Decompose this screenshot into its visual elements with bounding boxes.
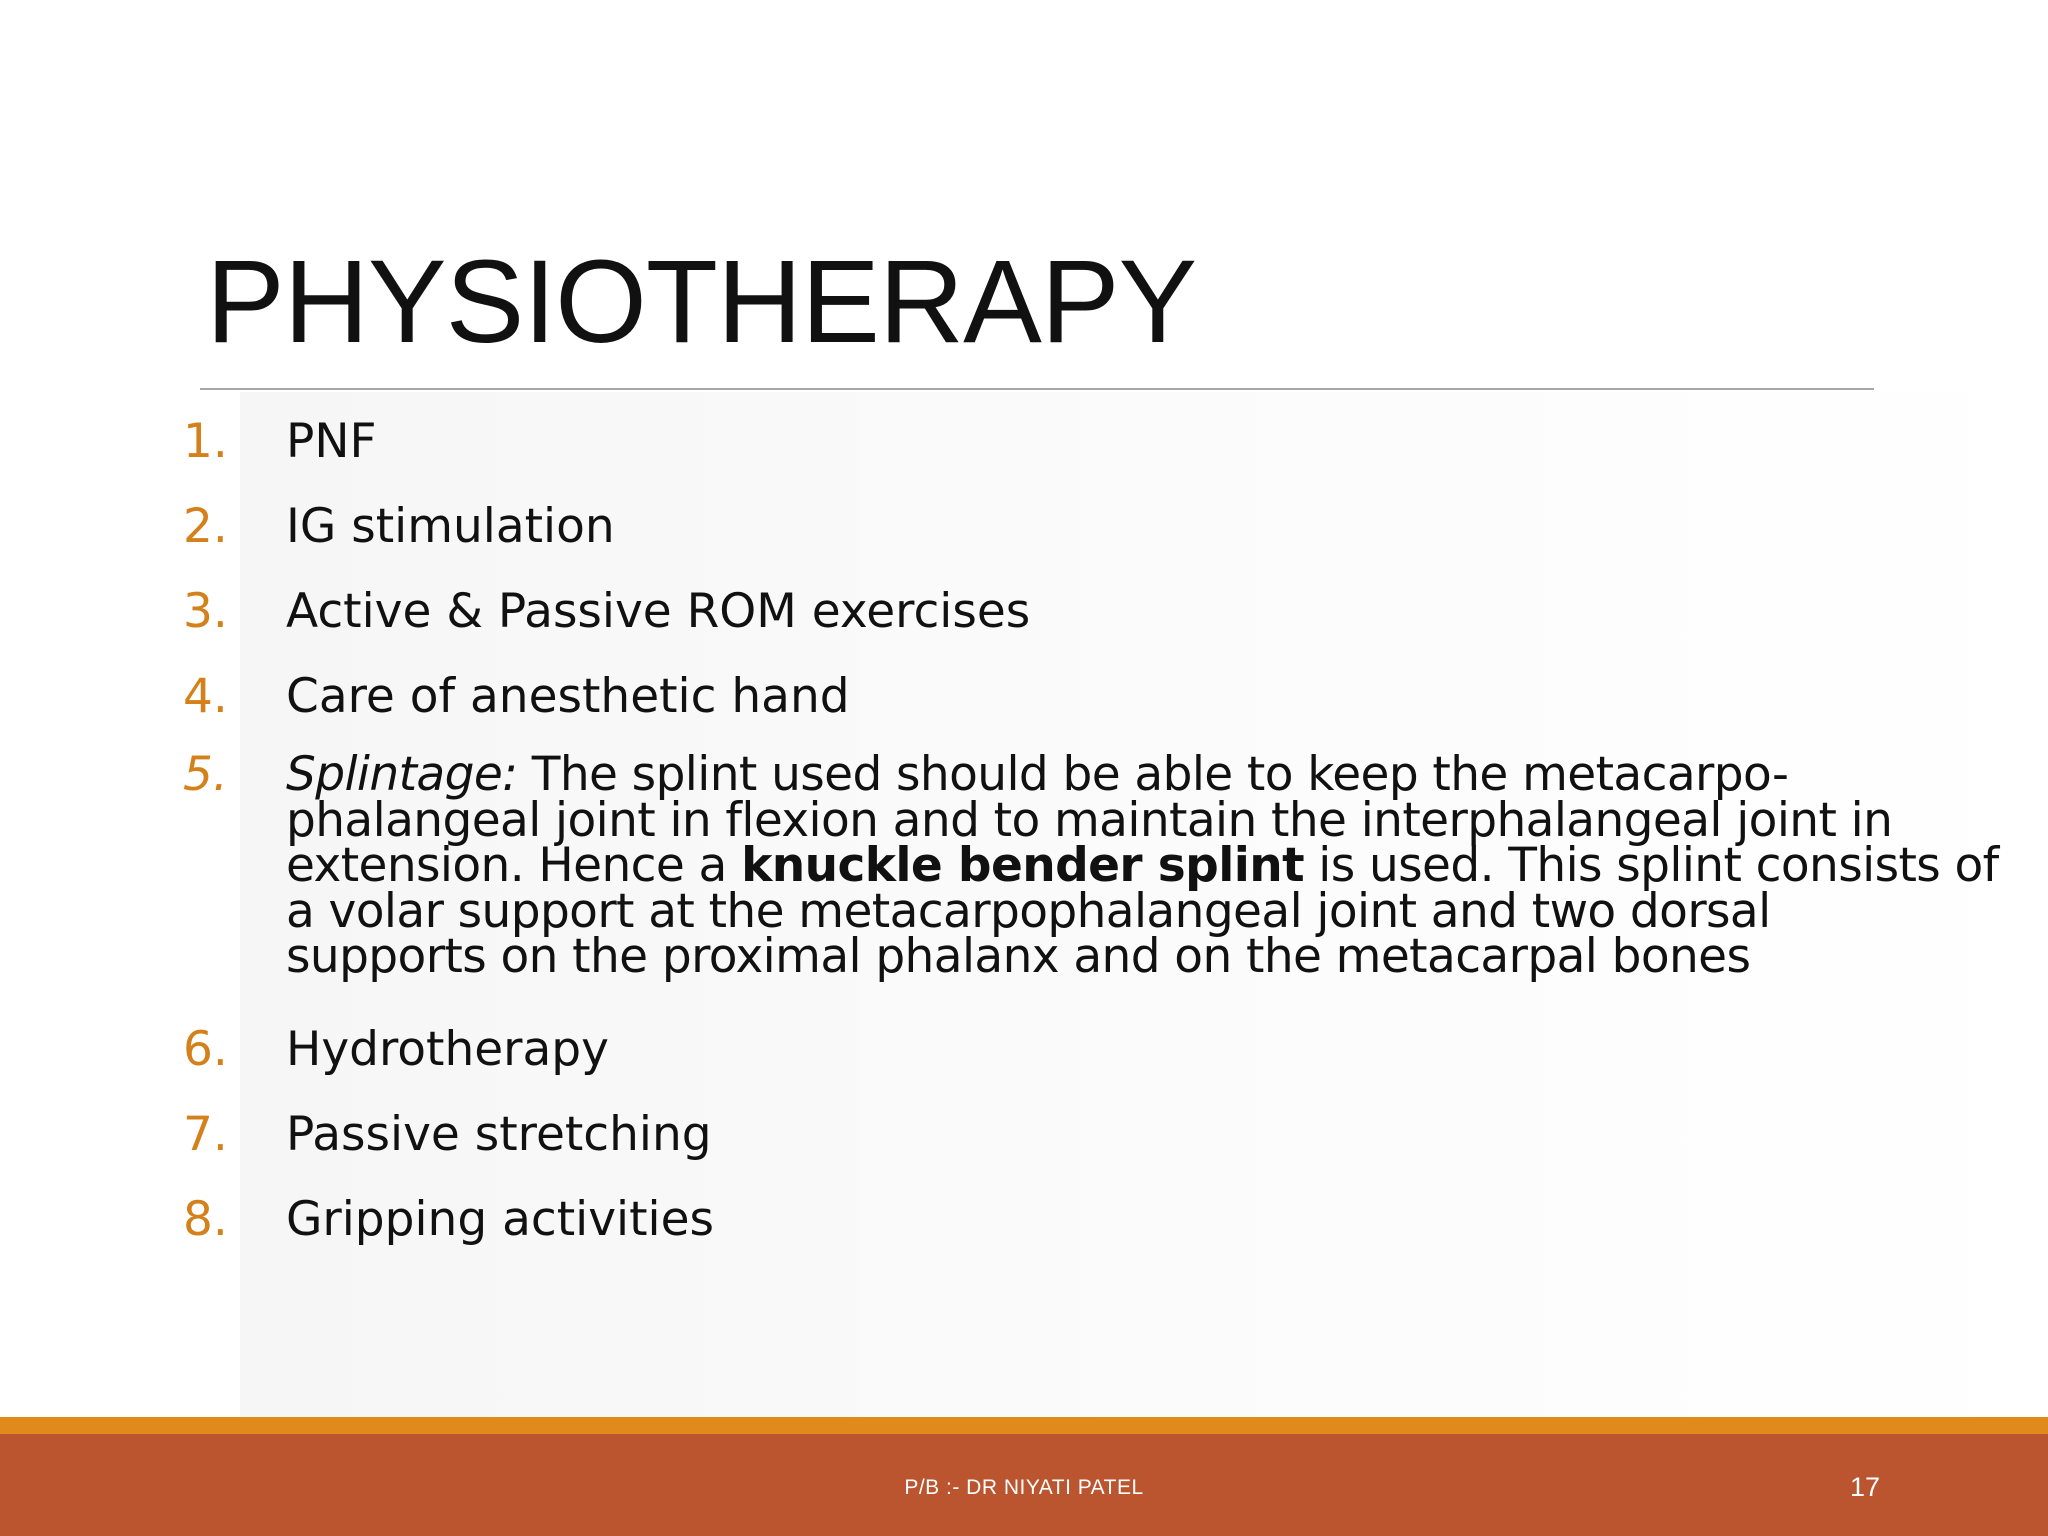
splintage-line-3-start: extension. Hence a xyxy=(286,838,742,893)
slide-title: PHYSIOTHERAPY xyxy=(206,236,1197,368)
list-item-number: 3. xyxy=(183,584,228,639)
list-item xyxy=(0,667,2048,752)
splintage-line-3-end: is used. This splint consists of xyxy=(1303,838,1999,893)
knuckle-bender-splint-emphasis: knuckle bender splint xyxy=(741,838,1304,893)
splintage-line-1-text: The splint used should be able to keep the metacarpo- xyxy=(517,747,1789,802)
list-item-text: Hydrotherapy xyxy=(286,1022,609,1077)
list-item xyxy=(0,582,2048,667)
title-divider xyxy=(200,388,1874,390)
list-item-text: Active & Passive ROM exercises xyxy=(286,584,1031,639)
splintage-line-4: a volar support at the metacarpophalangeal joint and two dorsal xyxy=(286,883,1771,939)
list-item-text: Gripping activities xyxy=(286,1192,714,1247)
list-item xyxy=(0,1020,2048,1105)
list-item-text xyxy=(286,747,1999,984)
list-item-number: 4. xyxy=(183,669,228,724)
list-item-number: 2. xyxy=(183,499,228,554)
list-item-number: 8. xyxy=(183,1192,228,1247)
list-item-text: Care of anesthetic hand xyxy=(286,669,850,724)
list-item-splintage xyxy=(0,747,2048,1020)
physiotherapy-list xyxy=(0,412,2048,1275)
list-item xyxy=(0,1190,2048,1275)
list-item-text: Passive stretching xyxy=(286,1107,712,1162)
list-item xyxy=(0,412,2048,497)
list-item-text: PNF xyxy=(286,414,377,469)
list-item-number: 6. xyxy=(183,1022,228,1077)
splintage-line-1 xyxy=(286,747,1866,802)
list-item xyxy=(0,1105,2048,1190)
splintage-label: Splintage: xyxy=(286,747,518,802)
list-item-number: 1. xyxy=(183,414,228,469)
list-item-number: 5. xyxy=(183,747,228,802)
list-item-text: IG stimulation xyxy=(286,499,615,554)
list-item xyxy=(0,497,2048,582)
footer-author: P/B :- DR NIYATI PATEL xyxy=(904,1476,1144,1499)
splintage-line-2: phalangeal joint in flexion and to maintain the interphalangeal joint in xyxy=(286,792,1893,848)
splintage-line-3 xyxy=(286,838,1999,893)
page-number: 17 xyxy=(1849,1472,1880,1502)
list-item-number: 7. xyxy=(183,1107,228,1162)
footer-accent-stripe xyxy=(0,1417,2048,1434)
splintage-line-5: supports on the proximal phalanx and on the metacarpal bones xyxy=(286,929,1751,984)
